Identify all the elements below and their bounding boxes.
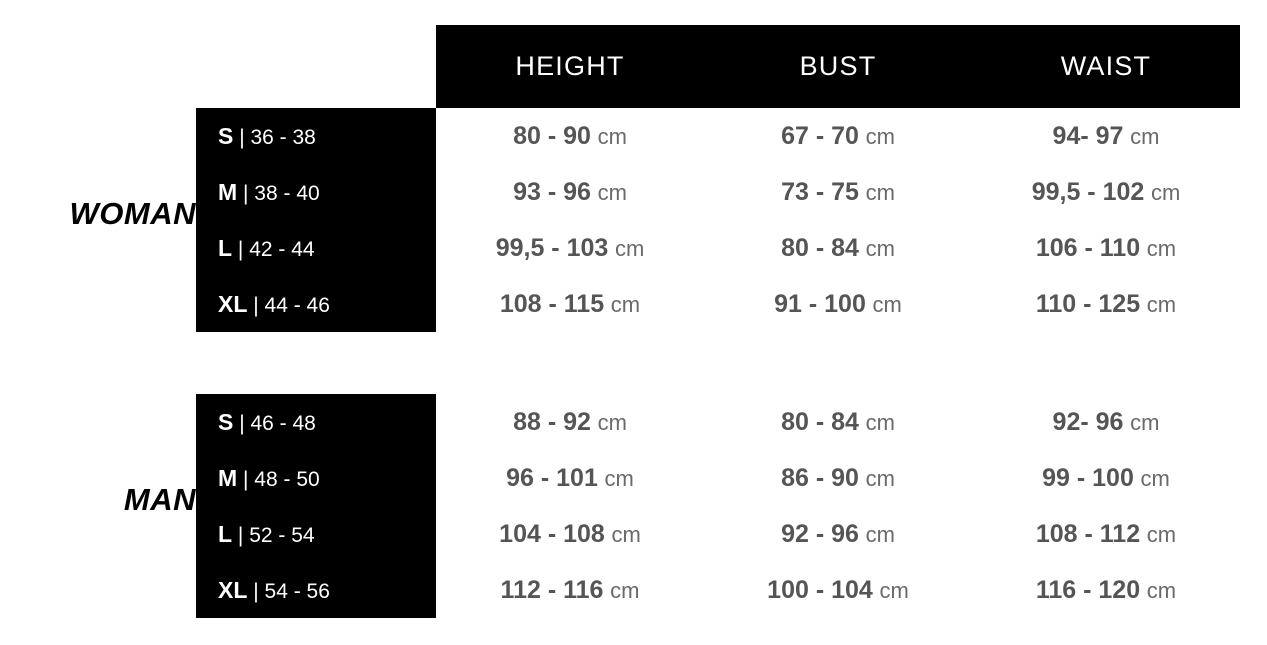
cell-height: 112 - 116 cm	[500, 575, 640, 604]
cell-height: 96 - 101 cm	[506, 463, 634, 492]
rows-woman	[196, 108, 1240, 332]
group-woman	[0, 108, 1267, 332]
cell-waist: 110 - 125 cm	[1035, 289, 1177, 318]
size-label	[196, 577, 436, 604]
cell-bust: 73 - 75 cm	[781, 177, 895, 206]
cell-waist: 94- 97 cm	[1052, 121, 1160, 150]
size-label	[196, 409, 436, 436]
table-row	[196, 164, 1240, 220]
cell-bust: 67 - 70 cm	[781, 121, 895, 150]
cell-waist: 92- 96 cm	[1052, 407, 1160, 436]
table-row	[196, 506, 1240, 562]
rows-man	[196, 394, 1240, 618]
table-row	[196, 450, 1240, 506]
cell-bust: 100 - 104 cm	[767, 575, 909, 604]
table-header	[436, 25, 1240, 108]
column-header-bust: BUST	[799, 51, 877, 81]
size-eu: | 46 - 48	[239, 411, 316, 435]
size-name: S	[218, 408, 234, 435]
size-label	[196, 521, 436, 548]
cell-waist: 99,5 - 102 cm	[1031, 177, 1181, 206]
cell-bust: 92 - 96 cm	[781, 519, 895, 548]
cell-waist: 108 - 112 cm	[1035, 519, 1177, 548]
cell-bust: 80 - 84 cm	[781, 233, 895, 262]
size-name: M	[218, 464, 238, 491]
cell-waist: 99 - 100 cm	[1042, 463, 1170, 492]
cell-height: 104 - 108 cm	[499, 519, 641, 548]
table-row	[196, 108, 1240, 164]
size-eu: | 36 - 38	[239, 125, 316, 149]
cell-height: 80 - 90 cm	[513, 121, 627, 150]
group-man	[0, 394, 1267, 618]
size-eu: | 48 - 50	[243, 467, 320, 491]
size-label	[196, 465, 436, 492]
size-eu: | 42 - 44	[237, 237, 315, 261]
cell-waist: 106 - 110 cm	[1035, 233, 1177, 262]
cell-bust: 91 - 100 cm	[774, 289, 902, 318]
size-eu: | 44 - 46	[253, 293, 330, 317]
size-name: XL	[218, 290, 248, 317]
table-row	[196, 394, 1240, 450]
size-label	[196, 291, 436, 318]
cell-bust: 80 - 84 cm	[781, 407, 895, 436]
size-name: L	[218, 234, 233, 261]
cell-height: 99,5 - 103 cm	[495, 233, 645, 262]
column-header-waist: WAIST	[1060, 51, 1152, 81]
column-header-height: HEIGHT	[515, 51, 625, 81]
size-name: XL	[218, 576, 248, 603]
table-row	[196, 276, 1240, 332]
size-eu: | 38 - 40	[243, 181, 320, 205]
cell-waist: 116 - 120 cm	[1035, 575, 1177, 604]
size-label	[196, 123, 436, 150]
size-name: S	[218, 122, 234, 149]
cell-height: 93 - 96 cm	[513, 177, 627, 206]
table-row	[196, 220, 1240, 276]
size-label	[196, 235, 436, 262]
group-label-man: MAN	[123, 482, 196, 517]
cell-height: 108 - 115 cm	[499, 289, 641, 318]
group-label-woman: WOMAN	[69, 196, 196, 231]
cell-bust: 86 - 90 cm	[781, 463, 895, 492]
size-eu: | 52 - 54	[237, 523, 315, 547]
table-row	[196, 562, 1240, 618]
size-label	[196, 179, 436, 206]
size-name: L	[218, 520, 233, 547]
cell-height: 88 - 92 cm	[513, 407, 627, 436]
size-eu: | 54 - 56	[253, 579, 330, 603]
size-name: M	[218, 178, 238, 205]
